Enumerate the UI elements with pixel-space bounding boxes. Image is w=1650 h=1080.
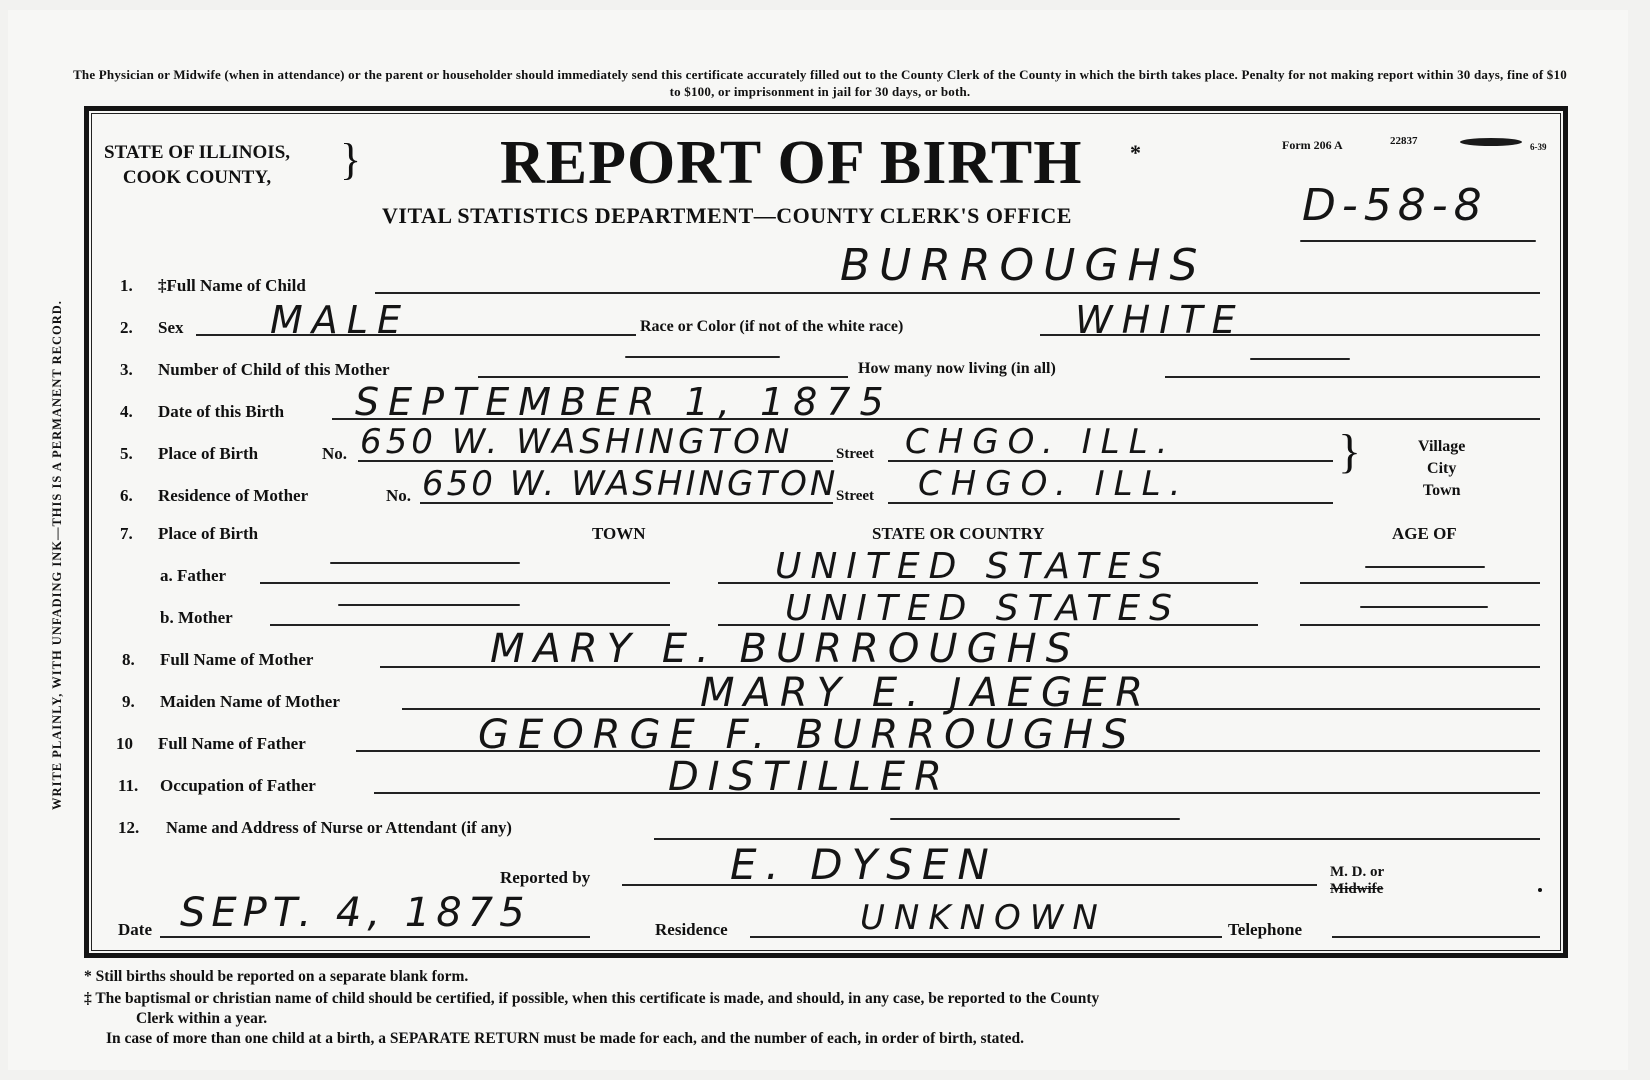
label-place-of-birth: Place of Birth xyxy=(158,444,259,463)
blank-dash xyxy=(625,356,780,358)
county-line: COOK COUNTY, xyxy=(122,167,272,188)
value-child-name: BURROUGHS xyxy=(840,240,1207,291)
value-father-birthplace: UNITED STATES xyxy=(775,546,1171,587)
brace-icon: } xyxy=(340,135,362,184)
row-number: 4. xyxy=(120,402,133,421)
value-birth-city: CHGO. ILL. xyxy=(905,422,1177,462)
row-number: 1. xyxy=(120,276,133,295)
field-line xyxy=(375,292,1540,294)
value-mother-city: CHGO. ILL. xyxy=(918,464,1190,504)
column-age: AGE OF xyxy=(1392,524,1457,543)
value-race: WHITE xyxy=(1075,298,1245,342)
row-number: 8. xyxy=(122,650,135,669)
blank-dash xyxy=(1365,566,1485,568)
label-attendant: Name and Address of Nurse or Attendant (if any) xyxy=(166,818,512,837)
label-date: Date xyxy=(118,920,152,939)
value-mother-address: 650 W. WASHINGTON xyxy=(422,464,839,504)
value-date: SEPT. 4, 1875 xyxy=(180,890,531,936)
value-father-occupation: DISTILLER xyxy=(668,754,951,800)
header-notice: The Physician or Midwife (when in attendance) or the parent or householder should immediately send this certificate accurately filled out to the County Clerk of the County in which the birth takes place. Penalty for not making report within 30 days, fine of $10 to $100, or imprisonment in jail for 30 days, or both. xyxy=(73,67,1567,99)
row-number: 5. xyxy=(120,444,133,463)
blank-dash xyxy=(330,562,520,564)
side-instruction: WRITE PLAINLY, WITH UNFADING INK—THIS IS A PERMANENT RECORD. xyxy=(50,300,64,810)
value-maiden-name: MARY E. JAEGER xyxy=(700,670,1153,716)
label-mother-birthplace: b. Mother xyxy=(160,608,233,627)
label-father-occupation: Occupation of Father xyxy=(160,776,316,795)
form-number-label: Form 206 A xyxy=(1282,138,1343,152)
field-line xyxy=(1165,376,1540,378)
value-sex: MALE xyxy=(270,298,410,342)
label-number: No. xyxy=(386,486,412,505)
field-line xyxy=(196,334,636,336)
label-sex: Sex xyxy=(158,318,184,337)
row-number: 10 xyxy=(116,734,133,753)
value-reported-by: E. DYSEN xyxy=(730,840,998,889)
brace-icon: } xyxy=(1338,425,1362,478)
field-line xyxy=(478,376,848,378)
field-line xyxy=(374,792,1540,794)
option-town: Town xyxy=(1422,482,1461,499)
ink-spot xyxy=(1538,888,1542,892)
row-number: 7. xyxy=(120,524,133,543)
value-birth-address: 650 W. WASHINGTON xyxy=(360,422,794,462)
form-subtitle: VITAL STATISTICS DEPARTMENT—COUNTY CLERK'S OFFICE xyxy=(382,203,1072,228)
row-number: 3. xyxy=(120,360,133,379)
blank-dash xyxy=(890,818,1180,820)
label-reported-by: Reported by xyxy=(500,868,591,887)
row-number: 2. xyxy=(120,318,133,337)
label-parents-birthplace: Place of Birth xyxy=(158,524,259,543)
blank-dash xyxy=(1360,606,1488,608)
label-maiden-name: Maiden Name of Mother xyxy=(160,692,340,711)
form-code: 22837 xyxy=(1390,135,1418,147)
footnote-still-births: * Still births should be reported on a separate blank form. xyxy=(84,968,469,985)
blank-dash xyxy=(1250,358,1350,360)
column-state: STATE OR COUNTRY xyxy=(872,524,1045,543)
row-number: 11. xyxy=(118,776,139,795)
blank-dash xyxy=(338,604,520,606)
label-child-number: Number of Child of this Mother xyxy=(158,360,390,379)
label-street: Street xyxy=(836,488,875,504)
label-father-name: Full Name of Father xyxy=(158,734,306,753)
value-residence: UNKNOWN xyxy=(860,898,1107,938)
label-number: No. xyxy=(322,444,348,463)
footnote-baptismal-name: ‡ The baptismal or christian name of child should be certified, if possible, when this certificate is made, and should, in any case, be reported to the County xyxy=(84,990,1100,1007)
field-line xyxy=(1300,582,1540,584)
label-telephone: Telephone xyxy=(1228,920,1303,939)
field-line xyxy=(1300,624,1540,626)
option-village: Village xyxy=(1418,438,1466,455)
row-number: 6. xyxy=(120,486,133,505)
record-underline xyxy=(1300,240,1536,242)
option-md: M. D. or xyxy=(1330,864,1385,880)
footnote-separate-return: In case of more than one child at a birth, a SEPARATE RETURN must be made for each, and the number of each, in order of birth, stated. xyxy=(106,1030,1024,1047)
label-mother-residence: Residence of Mother xyxy=(158,486,309,505)
row-number: 9. xyxy=(122,692,135,711)
label-child-name: ‡Full Name of Child xyxy=(158,276,306,295)
village-city-town xyxy=(1418,436,1465,502)
md-or-midwife xyxy=(1330,864,1384,898)
label-mother-name: Full Name of Mother xyxy=(160,650,314,669)
state-county xyxy=(104,140,290,190)
value-birth-date: SEPTEMBER 1, 1875 xyxy=(355,380,893,424)
field-line xyxy=(160,936,590,938)
label-residence: Residence xyxy=(655,920,728,939)
footnote-baptismal-name-cont: Clerk within a year. xyxy=(136,1010,268,1027)
label-race: Race or Color (if not of the white race) xyxy=(640,318,904,335)
field-line xyxy=(1332,936,1540,938)
row-number: 12. xyxy=(118,818,140,837)
state-line: STATE OF ILLINOIS, xyxy=(104,142,291,163)
column-town: TOWN xyxy=(592,524,646,543)
label-street: Street xyxy=(836,446,875,462)
option-city: City xyxy=(1427,460,1457,477)
record-number: D-58-8 xyxy=(1302,180,1488,231)
printer-mark-icon xyxy=(1460,138,1522,146)
value-mother-name: MARY E. BURROUGHS xyxy=(490,626,1081,672)
label-now-living: How many now living (in all) xyxy=(858,360,1056,377)
title-footnote-mark: * xyxy=(1130,140,1141,165)
form-print-code: 6-39 xyxy=(1530,142,1547,152)
option-midwife: Midwife xyxy=(1330,881,1384,897)
label-father-birthplace: a. Father xyxy=(160,566,227,585)
label-birth-date: Date of this Birth xyxy=(158,402,285,421)
form-number xyxy=(1282,138,1343,153)
value-mother-birthplace: UNITED STATES xyxy=(785,588,1181,629)
field-line xyxy=(260,582,670,584)
form-title: REPORT OF BIRTH xyxy=(500,129,1083,197)
value-father-name: GEORGE F. BURROUGHS xyxy=(478,712,1137,758)
